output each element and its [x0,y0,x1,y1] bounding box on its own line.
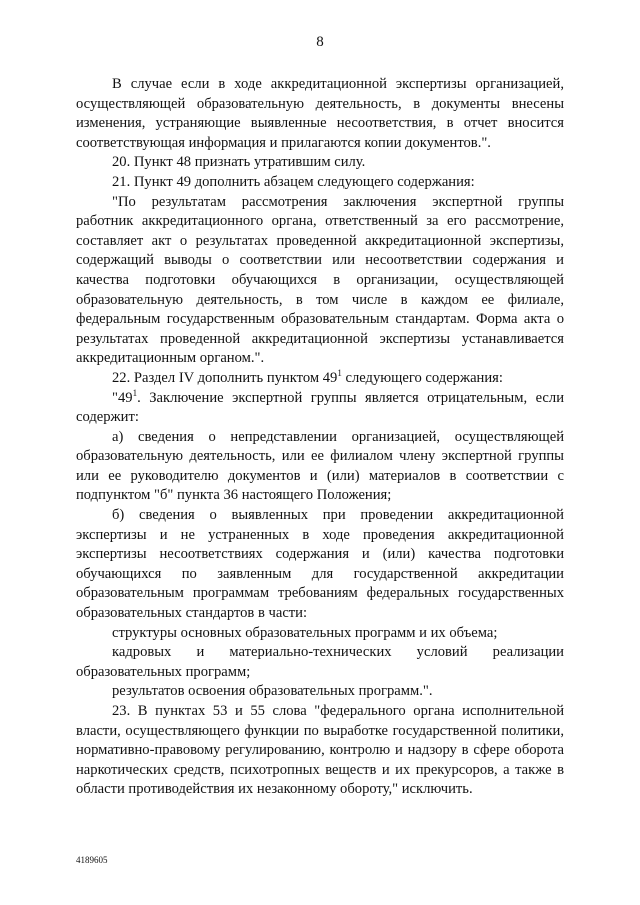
page-number: 8 [316,34,324,50]
paragraph-item-21: 21. Пункт 49 дополнить абзацем следующего содержания: [112,173,475,190]
paragraph-item-20: 20. Пункт 48 признать утратившим силу. [112,154,366,171]
item-22-text: 22. Раздел IV дополнить пунктом 49 [112,369,338,386]
document-body [76,75,564,800]
paragraph-item-49-1 [76,389,564,428]
paragraph-subitem-b: б) сведения о выявленных при проведении аккредитационной экспертизы и не устраненных в ходе проведения аккредитационной экспертизы несоответствиях содержания и (или) качества подготовки обучающихся по заявленным для государственной аккредитации образовательным программам требованиям федеральных государственных образовательных стандартов в части: [76,507,564,622]
paragraph-item-49-addition: "По результатам рассмотрения заключения экспертной группы работник аккредитационного органа, ответственный за его рассмотрение, составляет акт о результатах проведенной аккредитационной экспертизы, содержащий выводы о соответствии или несоответствии содержания и качества подготовки обучающихся в организации, осуществляющей образовательную деятельность, в том числе в каждом ее филиале, федеральным государственным образовательным стандартам. Форма акта о результатах проведенной аккредитационной экспертизы устанавливается аккредитационным органом.". [76,193,564,367]
paragraph-accreditation-changes: В случае если в ходе аккредитационной экспертизы организацией, осуществляющей образовательную деятельность, в документы внесены изменения, устраняющие выявленные несоответствия, в отчет вносится соответствующая информация и прилагаются копии документов.". [76,76,564,151]
paragraph-results: результатов освоения образовательных программ.". [112,683,433,700]
item-22-superscript: 1 [337,367,342,378]
paragraph-item-23: 23. В пунктах 53 и 55 слова "федерального органа исполнительной власти, осуществляющего функции по выработке государственной политики, нормативно-правовому регулированию, контролю и надзору в сфере оборота наркотических средств, психотропных веществ и их прекурсоров, а также в области противодействия их незаконному обороту," исключить. [76,703,564,798]
document-code: 4189605 [76,855,108,865]
paragraph-structure: структуры основных образовательных программ и их объема; [112,624,498,641]
item-49-1-superscript: 1 [132,387,138,398]
paragraph-subitem-a: а) сведения о непредставлении организацией, осуществляющей образовательную деятельность, или ее филиалом члену экспертной группы или ее руководителю документов и (или) материалов в соответствии с подпунктом "б" пункта 36 настоящего Положения; [76,428,564,504]
item-22-text-end: следующего содержания: [341,369,503,386]
paragraph-staffing-line-1: кадровых и материально-технических условий реализации [112,644,564,661]
paragraph-staffing-line-2: образовательных программ; [76,663,251,680]
paragraph-item-22 [76,369,564,389]
item-49-1-text: "49 [112,389,133,406]
item-49-1-text-end: . Заключение экспертной группы является отрицательным, если содержит: [76,389,564,426]
